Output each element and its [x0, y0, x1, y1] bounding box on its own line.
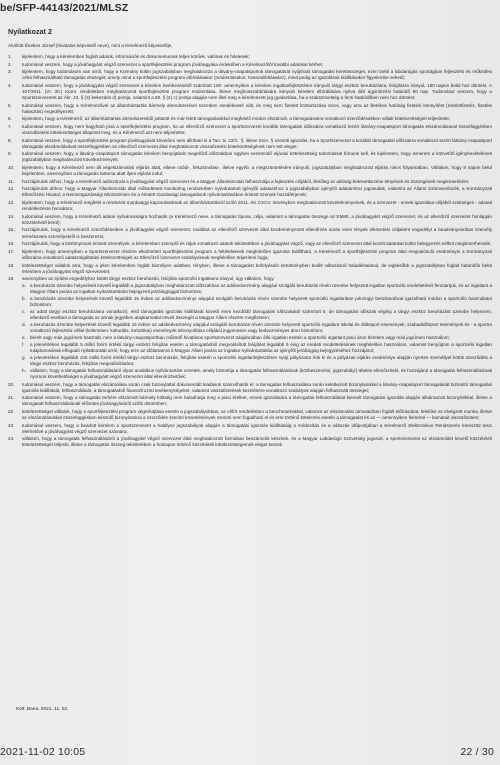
item-text: tudomásul veszem, hogy a látvány-csapatsport támogatás kérelem benyújtását megelőző időszakban ügyben vezetendő eljárási kötelezettség tudomással bírnunk kell, és kijelentem, hogy ismerem a közvetítő igénybevételének jogszabályban meghatározott következményeit; — [22, 151, 492, 163]
declaration-item — [8, 263, 492, 275]
item-text: kijelentem, hogy a Kérelmező nem áll végelszámolási eljárás alatt, ellene csődi-, felszámolási-, illetve egyéb, a megszüntetésére irányuló, jogszabályban meghatározott eljárás nincs folyamatban. Vállalom, hogy 8 napon belül bejelentem, amennyiben a támogatás tartama alatt ilyen eljárás indul; — [22, 165, 492, 177]
declaration-item — [8, 249, 492, 261]
declaration-item — [8, 382, 492, 394]
page-number: 22 / 30 — [460, 746, 494, 758]
item-number: 19. — [8, 276, 15, 282]
item-number: 1. — [8, 54, 12, 59]
item-text: tudomásul veszem, hogy nem hagyható jóvá a sportfejlesztési program, ha az ellenőrző szervezet a sportszervezet korábbi támogatási időszakra vonatkozó tezért látvány-csapatsport támogatás elszámolásával összefüggésben visszafizetési kötelezettséget állapított meg, és a Kérelmező azt nem teljesítette; — [22, 124, 492, 136]
item-text: kijelentem, hogy a kérelemben foglalt adatok, információk és dokumentumok teljes körűek, valósak és hitelesek; — [22, 54, 250, 59]
sub-item-text: bérelt vagy más jogcímen használt, nem a látvány-csapatsportban működő hivatásos sportszervezet tulajdonában álló ingatlan esetén a sportcélú ingatlant piaci áron bérelem vagy más jogcímen használom; — [30, 334, 450, 340]
item-text: tudomásul veszem, hogy a támogatás elszámolása során csak bizonylattal dokumentált kiadások számolhatók el, a támogatás felhasználása során keletkezett bizonylatokkal a látvány-csapatsport támogatását biztosító támogatási igazolás kiállítását, felhasználását, a támogatásból finanszírozott tevékenységeket, valamint visszafizetések kezelésére vonatkozó szabályok alapján felhasznált összeget; — [22, 381, 492, 393]
sub-item — [22, 335, 492, 341]
item-number: 24. — [8, 436, 15, 442]
item-number: 23. — [8, 422, 15, 428]
sub-item-letter: c. — [22, 309, 26, 314]
sub-item — [22, 322, 492, 334]
sub-item-text: a beruházás üzembe helyezését követő legalább a jogszabályban meghatározott időszakban az adókedvezmény alapjául szolgáló beruházás révén üzembe helyezett ingatlan sportcélú rendeltetését fenntartjuk, és az ingatlant a Magyar Állam javára az ingatlan-nyilvántartásba bejegyzett jelzálogjoggal biztosítom; — [30, 283, 492, 295]
item-text: tudomásul veszem, hogy a támogatás terhére elszámolt bármely költség nem haladhatja meg a piaci értéket, ennek igazolására a támogatás felhasználását kiemelt támogatási igazolás alapján alkalmazott bizonyítékkal, illetve a támogatott felhasználásának előzetes jóváhagyásáról szóló döntésben; — [22, 395, 492, 407]
item-number: 4. — [8, 82, 12, 88]
sub-item-letter: h. — [22, 367, 26, 373]
sub-item — [22, 296, 492, 308]
item-text: vállalom, hogy a támogatás felhasználásáról a jóváhagyást végző szervezet által meghatározott formában beszámolót készítek, és a Magyar Labdarúgó Szövetség jogosult, a sportszervezet az elszámolást követő közzétételi kötelezettségét teljesíti, illetve a támogatás összeg tekintetében a honlapon történő közzétételi kötelezettségemek eleget teszek. — [22, 436, 492, 448]
item-text: hozzájárulok ahhoz, hogy a Magyar Államkincstár által működtetett monitoring rendszerben nyilvántartott igénylői adataimhoz a jogszabályban igénylői adataimhoz jogosultak, valamint az Állami Számvevőszék, a Kormányzati Ellenőrzési Hivatal, a Nemzetgazdasági Minisztérium és a érintett Gazdasági támogatások nyilvántartásában érintett szervek hozzáférjenek; — [22, 186, 492, 198]
declaration-list — [8, 54, 492, 450]
item-text: tudomásul veszem, hogy a beadott kérelem a sportszervezet a hatályos jogszabályok alapján a támogatási igazolás kiállításáig a módosítás és a változás időpontjában a Kérelmező Elektronikus Rendszerén keresztül teszi elérhetővé a jóváhagyást végző szervezet számára; — [22, 422, 492, 434]
item-text: tudomásul veszem, hogy a Kérelmezővel az államháztartás bármely alrendszerével szemben esedékessé vált, és meg nem fizetett köztartozása nincs, vagy arra az illetékes hatóság fizetési könnyítést (részletfizetés, fizetési halasztás) engedélyezett; — [22, 102, 492, 114]
sub-item-text: a beruházás üzembe helyezését követő legalább 15 évben az adókedvezményt alapjául szolgáló beruházás révén üzembe helyezett sportcélú ingatlanban pénzügyi beszámolóval igazolható módon a sportcélú használatot biztosítom; — [30, 296, 492, 308]
sub-item — [22, 355, 492, 367]
item-text: tudomásul veszem, hogy a jóváhagyást végző szervezet a sportfejlesztési program jóváhagyása érdekében a Kérelmezőtől további adatokat kérhet; — [22, 61, 324, 67]
item-number: 17. — [8, 248, 15, 254]
sub-item-letter: b. — [22, 296, 26, 302]
sub-item — [22, 309, 492, 321]
item-number: 5. — [8, 102, 12, 108]
declaration-item — [8, 276, 492, 380]
item-number: 12. — [8, 186, 15, 192]
declaration-item — [8, 214, 492, 226]
sub-item-text: vállalom, hogy a támogatás felhasználásáról olyan analitikus nyilvántartást vezetek, amely biztosítja a támogatás felhasználásának (közbeszerzési, jogszabályi) tételes ellenőrzését, és hozzájárul a támogatás felhasználásának nyomon követhetőséget a jóváhagyást végző szervezet által ellenőrizhetőek; — [30, 367, 492, 379]
declaration-item — [8, 395, 492, 407]
item-text: hozzájárulok ahhoz, hogy a Kérelmező adószámát a jóváhagyást végző szervezet és a Magyar Államkincstár felhasználja a fejlesztés céljából, illetőleg az adóság bekövetkezése tényének és összegének megismerésére; — [22, 178, 470, 184]
declaration-item — [8, 409, 492, 421]
section-title: Nyilatkozat 2 — [8, 27, 52, 36]
declaration-item — [8, 62, 492, 68]
item-text: kötelezettséget vállalok, hogy a sportfejlesztési program végrehajtása esetén a jogszabályokban, az előírt rendelésben a benchmarkokkal, valamint az elszámolási útmutatóban foglalt előírásokat, felelőse az elvégzett munka, illetve az elszámolásokkal összefüggésben készülő bizonylatokra a szerződés szerinti követelmények szerinti nem fogadható el és erre történő kötelezés esetén a támogatást és az — amennyiben felmerül — kamatait visszafizetem; — [22, 408, 492, 420]
item-text: kijelentem, hogy a Kérelmező, az államháztartás alrendszereiből juttatott és már felett támogatásokkal megfelelő módon elszámolt, a támogatásokra vonatkozó szerződésekben vállalt kötelezettségeit teljesítette; — [22, 116, 451, 122]
item-number: 8. — [8, 137, 12, 143]
declaration-item — [8, 124, 492, 136]
document-id: be/SFP-44143/2021/MLSZ — [0, 2, 129, 14]
declaration-item — [8, 186, 492, 198]
item-number: 13. — [8, 200, 15, 206]
item-text: tudomásul veszem, hogy a jóváhagyást végző szervezet a kérelem beérkezésétől számított 150- amennyiben a kérelem ingatlanfejlesztésre irányuló tárgyi eszköz beruházásra, felújításra irányul, 180 napon belül hoz döntést. A 107/2011. (VI. 30.) Korm. rendeletben meghatározott sportfejlesztési program módosítása, illetve meghosszabbítására irányuló kérelem elbírálására nyitva álló ügyintézési határidő 90 nap. Tudomásul veszem, hogy a Sportszervezetet az Ákr. 43. § (3) bekezdés d) pontja, valamint a 80. § (2) c) pontja alapján nem illeti meg a kérelmezett jog gyakorlása, ha a szakszövetség a fenti határidőben nem hoz döntést; — [22, 82, 492, 101]
item-number: 3. — [8, 69, 12, 75]
print-timestamp: 2021-11-02 10:05 — [0, 746, 86, 758]
item-text: kijelentem, hogy amennyiben a Sportszervezet részére elkülönített sportfejlesztési program a feltételeknek megfelelően igazolás kiállítható, a Kérelmező a sportfejlesztési program által megvalósuló eredményei a Kormányzati időszakra vonatkozó adatszolgáltatási kötelezettségeit az Ellenőrző szervezet szabályoknak megfelelően teljesíteni fogja; — [22, 248, 492, 260]
sub-item-letter: g. — [22, 354, 26, 360]
item-number: 15. — [8, 227, 15, 233]
item-text: kijelentem, hogy tudomásom van arról, hogy a Kormány külön jogszabályban meghatározza a látvány-csapatsportok támogatását nyújtható támogatási keretösszeget, ezen belül a labdarúgás sportágban fejlesztési és működési célra felhasználható támogatás összegét, amely mind a sportfejlesztési program elbírálásakor (módosításakor, hosszabbításakor), mind pedig az igazolások kiállításakor figyelembe vehető; — [22, 69, 492, 81]
sub-list — [22, 283, 492, 380]
declaration-item — [8, 165, 492, 177]
declaration-item — [8, 138, 492, 150]
sub-item-letter: a. — [22, 283, 26, 289]
item-number: 10. — [8, 165, 15, 171]
item-number: 2. — [8, 61, 12, 67]
item-text: kötelezettséget vállalok arra, hogy a jelen kérelemben foglalt bármilyen adatban, tényben, illetve a támogatást befolyásoló körülményben beállt változásról haladéktalanul, de legkésőbb a jogszabályban foglalt határidőn belül értesítem a jóváhagyást végző szervezetet; — [22, 262, 492, 274]
item-text: hozzájárulok, hogy a közlönyrovat érintett személyek, a kérelemben szereplő és rájuk vonatkozó adatok tekintetében a jóváhagyást végző, vagy az ellenőrző szervezet által kezelt adatokat külön belegyezés nélkül megismerhessék; — [22, 241, 492, 247]
sub-item-text: a jelenértéken legalább 100 millió forint értékű tárgyi eszköz beruházás, felújítás esetén a sportcélú ingatlanfejlesztésre nyújt pályázatot írok ki és a pályázati eljárás eredménye alapján nyertes személlyel kötök szerződést a tárgyi eszköz beruházás, felújítás megvalósítására; — [30, 354, 492, 366]
declaration-item — [8, 436, 492, 448]
item-number: 20. — [8, 381, 15, 387]
item-number: 7. — [8, 124, 12, 130]
sub-item-letter: d. — [22, 321, 26, 327]
item-number: 11. — [8, 178, 15, 184]
item-text: tudomásul veszem, hogy a sportfejlesztési program jóváhagyását követően nem állítható ki a Tao. tv. 22/C. §, illetve 24/A. § szerinti igazolás, ha a Sportszervezet a korábbi támogatási időszakra vonatkozó tezért látvány-csapatsport támogatás elszámolásával összefüggésben az ellenőrző szervezet által meghatározott visszafizetési kötelezettségének nem tett eleget; — [22, 137, 492, 149]
declaration-item — [8, 83, 492, 101]
declaration-item — [8, 179, 492, 185]
declaration-item — [8, 103, 492, 115]
item-text: hozzájárulok, hogy a Kérelmező szerződéseiben a jóváhagyást végző szervezet, továbbá az ellenőrző szervezet által kezdeményezett ellenőrzés során ezen tények elkövetési céljaként engedélyt a beadványaimban személy természetes személyekről is beszerezni; — [22, 227, 492, 239]
sub-item — [22, 342, 492, 354]
item-text: tudomásul veszem, hogy a Kérelmező adatai nyilvánosságra hozhatók (a Kérelmező neve, a támogatás típusa, célja, valamint a támogatás összege az EMMI, a jóváhagyást végző szervezet, és az ellenőrző szervezet honlapján közzétehető kerül); — [22, 213, 492, 225]
item-number: 16. — [8, 241, 15, 247]
declaration-item — [8, 116, 492, 122]
item-number: 22. — [8, 408, 15, 414]
sub-item-letter: e. — [22, 334, 26, 340]
item-text: kijelentem, hogy a Kérelmező megfelel a rendezett munkaügyi kapcsolatoknak az államháztartásról szóló 2011. évi CXCV. törvényben meghatározott követelményeinek, és a szervezet - ennek igazolása céljából szükséges - adatait rendelkezésre bocsátom; — [22, 200, 492, 212]
item-number: 9. — [8, 151, 12, 157]
sub-item-text: az adott tárgyi eszköz beruházásra vonatkozó, első támogatási igazolás kiállítását követő éven kezdődő támogatási időszakától számított 5, de támogatási időszak végéig a tárgyi eszköz beruházást üzembe helyezem, ellenkező esetben a támogatás az annak jegyében alapkamattal növelt összegét a Magyar Állam részére megfizetem; — [30, 309, 492, 321]
item-number: 14. — [8, 213, 15, 219]
declaration-item — [8, 54, 492, 60]
sub-item — [22, 283, 492, 295]
declaration-item — [8, 151, 492, 163]
declaration-item — [8, 423, 492, 435]
place-and-date: Kelt: Bana, 2021. 11. 02. — [16, 707, 69, 712]
sub-item — [22, 368, 492, 380]
sub-item-letter: f. — [22, 341, 25, 347]
declaration-item — [8, 69, 492, 81]
declaration-item — [8, 200, 492, 212]
intro-statement: Alulírott Énekes József (hivatalos képviselő neve), mint a Kérelmező képviselője, — [8, 43, 173, 48]
item-number: 21. — [8, 395, 15, 401]
item-number: 18. — [8, 262, 15, 268]
declaration-item — [8, 241, 492, 247]
sub-item-text: a jelenértéken legalább 5 millió forint értékű tárgyi eszköz felújítás esetén a támogatásból megvalósított felújítást legalább 5 évig az eredeti rendeltetésének megfelelően használom, valamint benyújtom a sportcélú ingatlan tulajdonosának elfogadó nyilatkozatát arról, hogy erre az időtartamra a Magyar Állam javára az ingatlan-nyilvántartásba az igénylőt jelzálogjog bejegyzéséhez hozzájárul; — [30, 341, 492, 353]
item-text: amennyiben az építési engedélyhez kötött tárgyi eszköz beruházás, felújítás sportcélú ingatlanra irányul, úgy vállalom, hogy — [22, 276, 274, 282]
declaration-item — [8, 227, 492, 239]
sub-item-text: a beruházás üzembe helyezését követő legalább 15 évben az adókedvezmény alapjául szolgáló beruházás révén üzembe helyezett sportcélú ingatlant iskolai és diáksport események, szabadidősport események és - a sportra vonatkozó fejlesztési céllal (különösen: kulturális, turisztikai) események lebonyolítása céljából ingyenesen vagy kedvezményes áron biztosítom; — [30, 321, 492, 334]
item-number: 6. — [8, 116, 12, 122]
